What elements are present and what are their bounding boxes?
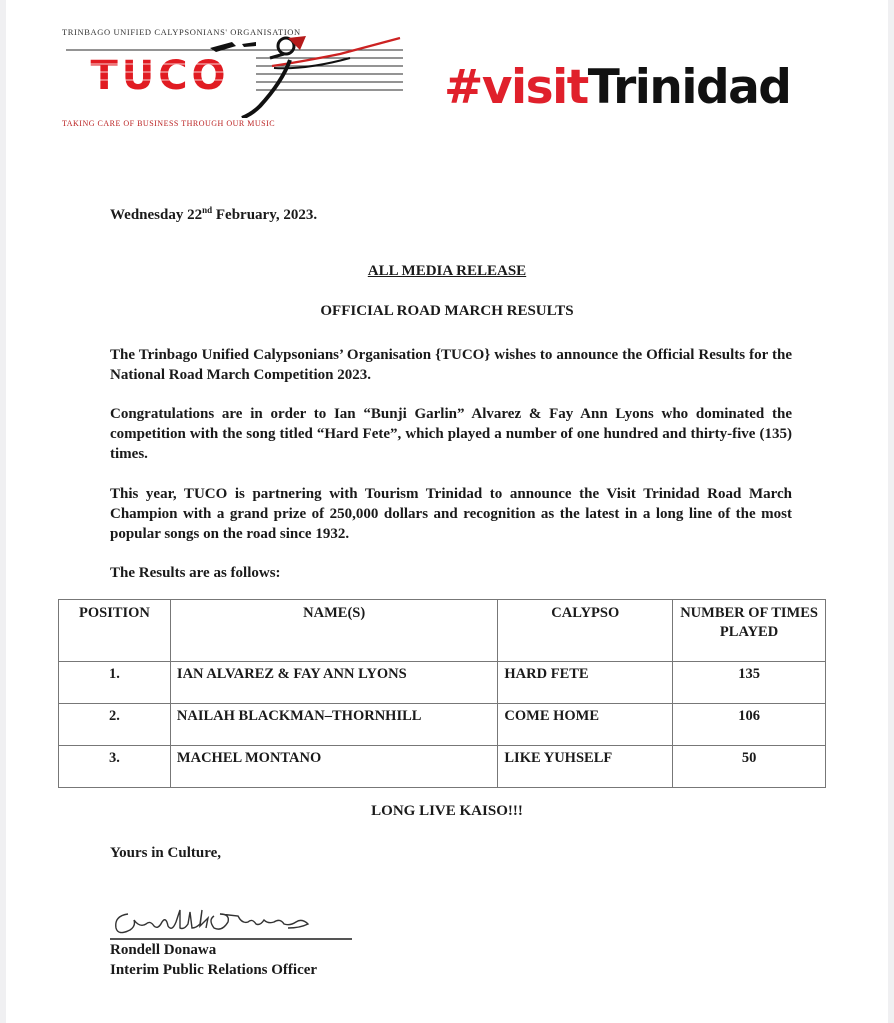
table-row <box>59 746 826 788</box>
closing-slogan: LONG LIVE KAISO!!! <box>371 803 523 819</box>
cell-calypso: HARD FETE <box>498 662 673 704</box>
results-intro: The Results are as follows: <box>110 565 281 581</box>
table-row <box>59 662 826 704</box>
org-full-name: TRINBAGO UNIFIED CALYPSONIANS' ORGANISATION <box>62 27 301 37</box>
handwritten-signature <box>110 906 320 938</box>
date-day: Wednesday 22 <box>110 207 203 223</box>
date-ordinal: nd <box>202 205 213 215</box>
visit-prefix: #visit <box>444 60 588 115</box>
header-position: POSITION <box>59 600 171 662</box>
cell-position: 1. <box>59 662 171 704</box>
cell-times-played: 135 <box>673 662 826 704</box>
table-header-row <box>59 600 826 662</box>
valediction: Yours in Culture, <box>110 845 221 861</box>
signature-line <box>110 938 352 940</box>
visit-trinidad-logo <box>444 60 791 115</box>
date-rest: February, 2023. <box>212 207 318 223</box>
press-release-page <box>6 0 888 1023</box>
header-names: NAME(S) <box>170 600 497 662</box>
tuco-logo <box>60 36 405 118</box>
cell-names: NAILAH BLACKMAN–THORNHILL <box>170 704 497 746</box>
cell-position: 2. <box>59 704 171 746</box>
intro-paragraph: The Trinbago Unified Calypsonians’ Organisation {TUCO} wishes to announce the Official Results for the National Road March Competition 2023. <box>110 347 792 383</box>
signatory-name: Rondell Donawa <box>110 942 217 958</box>
table-row <box>59 704 826 746</box>
congratulations-paragraph: Congratulations are in order to Ian “Bunji Garlin” Alvarez & Fay Ann Lyons who dominated the competition with the song titled “Hard Fete”, which played a number of one hundred and thirty-five (135) times. <box>110 406 792 462</box>
partnership-paragraph: This year, TUCO is partnering with Tourism Trinidad to announce the Visit Trinidad Road March Champion with a grand prize of 250,000 dollars and recognition as the latest in a long line of the most popular songs on the road since 1932. <box>110 486 792 542</box>
cell-position: 3. <box>59 746 171 788</box>
release-title: OFFICIAL ROAD MARCH RESULTS <box>320 303 574 319</box>
header-calypso: CALYPSO <box>498 600 673 662</box>
release-date <box>110 205 317 224</box>
org-tagline: TAKING CARE OF BUSINESS THROUGH OUR MUSIC <box>62 119 276 128</box>
signatory-title: Interim Public Relations Officer <box>110 962 318 978</box>
tuco-wordmark: TUCO <box>90 53 230 99</box>
cell-times-played: 50 <box>673 746 826 788</box>
cell-names: MACHEL MONTANO <box>170 746 497 788</box>
cell-times-played: 106 <box>673 704 826 746</box>
results-table <box>58 599 826 788</box>
cell-names: IAN ALVAREZ & FAY ANN LYONS <box>170 662 497 704</box>
cell-calypso: COME HOME <box>498 704 673 746</box>
cell-calypso: LIKE YUHSELF <box>498 746 673 788</box>
release-type-heading: ALL MEDIA RELEASE <box>367 263 527 279</box>
visit-suffix: Trinidad <box>587 60 791 115</box>
header-times-played: NUMBER OF TIMES PLAYED <box>673 600 826 662</box>
